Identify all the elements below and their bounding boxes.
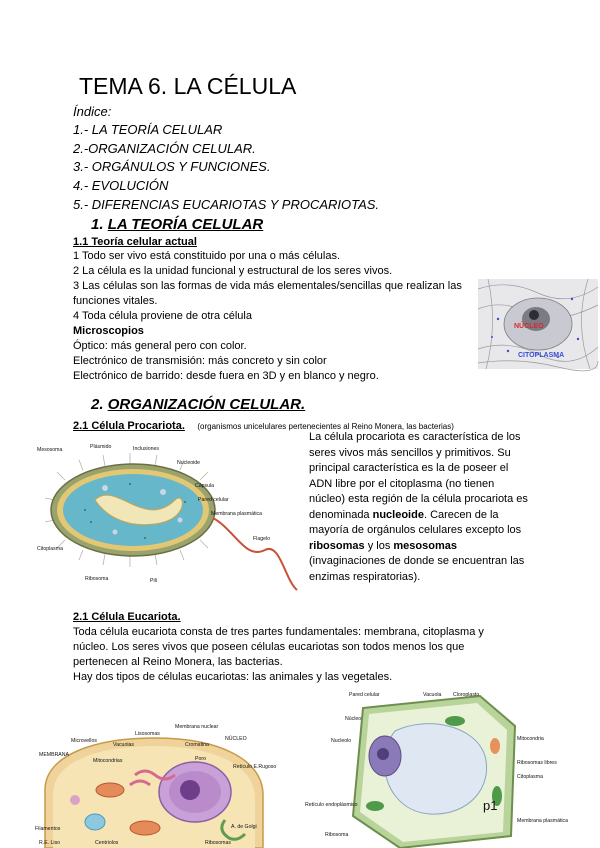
bacteria-label-ribosome: Ribosoma <box>85 576 109 582</box>
prokaryote-note: (organismos unicelulares pertenecientes al Reino Monera, las bacterias) <box>197 422 454 431</box>
eukaryote-paragraph-2: Hay dos tipos de células eucariotas: las animales y las vegetales. <box>73 671 393 683</box>
microscopes-title: Microscopios <box>73 325 144 337</box>
plant-label-free-ribosomes: Ribosomas libres <box>517 760 557 766</box>
theory-point-2: 2 La célula es la unidad funcional y estructural de los seres vivos. <box>73 265 393 277</box>
prokaryote-subheading: 2.1 Célula Procariota. <box>73 420 185 432</box>
ribosomes-term: ribosomas <box>309 539 365 552</box>
eukaryote-paragraph-1: Toda célula eucariota consta de tres partes fundamentales: membrana, citoplasma y núcleo. Los seres vivos que poseen células eucariotas son todos menos los que pertenecen al Reino Monera, las bacterias. <box>73 626 484 668</box>
animal-label-lysosomes: Lisosomas <box>135 731 160 737</box>
microscope-transmission: Electrónico de transmisión: más concreto y sin color <box>73 355 327 367</box>
animal-label-vacuoles: Vacuolas <box>113 742 134 748</box>
index-item-5: 5.- DIFERENCIAS EUCARIOTAS Y PROCARIOTAS. <box>73 197 380 212</box>
nucleoid-term: nucleoide <box>372 508 424 521</box>
index-item-4: 4.- EVOLUCIÓN <box>73 178 169 193</box>
animal-label-centrioles: Centriolos <box>95 840 119 846</box>
animal-label-ribosomes: Ribosomas <box>205 840 231 846</box>
prokaryote-text-1: La célula procariota es característica de los seres vivos más sencillos y primitivos. Su principal característica es la de poseer el ADN libre por el citoplasma (no tienen núcleo) esta región de la célula procariota es denominada <box>309 431 528 521</box>
theory-point-4: 4 Toda célula proviene de otra célula <box>73 310 252 322</box>
index-label: Índice: <box>73 104 112 119</box>
plant-label-cytoplasm: Citoplasma <box>517 774 543 780</box>
section1-number: 1. <box>91 216 104 233</box>
plant-label-vacuole: Vacuola <box>423 692 442 698</box>
section1-subheading: 1.1 Teoría celular actual <box>73 236 197 248</box>
plant-label-p1: p1 <box>483 798 498 813</box>
animal-label-filaments: Filamentos <box>35 826 61 832</box>
theory-point-3: 3 Las células son las formas de vida más elementales/sencillas que realizan las funciones vitales. <box>73 280 462 307</box>
plant-label-ribosome: Ribosoma <box>325 832 349 838</box>
bacteria-label-cell-wall: Pared celular <box>198 497 229 503</box>
plant-label-cell-wall: Pared celular <box>349 692 380 698</box>
animal-label-nucleus: NÚCLEO <box>225 736 247 742</box>
animal-label-membrane: MEMBRANA <box>39 752 69 758</box>
microscope-optical: Óptico: más general pero con color. <box>73 340 247 352</box>
index-item-3: 3.- ORGÁNULOS Y FUNCIONES. <box>73 159 271 174</box>
plant-label-mitochondrion: Mitocondria <box>517 736 544 742</box>
eukaryote-subheading: 2.1 Célula Eucariota. <box>73 611 181 623</box>
plant-label-chloroplast: Cloroplasto <box>453 692 480 698</box>
bacteria-label-nucleoid: Nucleoide <box>177 460 201 466</box>
micrograph-label-cytoplasm: CITOPLASMA <box>518 352 565 359</box>
bacteria-label-flagellum: Flagelo <box>253 536 271 542</box>
bacteria-label-inclusions: Inclusiones <box>133 446 159 452</box>
bacteria-label-mesosome: Mesosoma <box>37 447 63 453</box>
bacteria-label-pili: Pili <box>150 578 157 584</box>
bacteria-label-capsule: Cápsula <box>195 483 215 489</box>
prokaryote-text-4: (invaginaciones de donde se encuentran las enzimas respiratorias). <box>309 555 525 583</box>
animal-label-smooth-er: R.E. Liso <box>39 840 61 846</box>
prokaryote-text-3: y los <box>364 539 394 552</box>
section1-body <box>73 249 471 384</box>
section1-heading <box>91 216 263 233</box>
eukaryote-body <box>73 625 503 685</box>
animal-label-microvilli: Microvellos <box>71 738 97 744</box>
plant-label-plasma-membrane: Membrana plasmática <box>517 818 569 824</box>
animal-label-mitochondria: Mitocondrias <box>93 758 123 764</box>
prokaryote-diagram <box>35 440 297 598</box>
section2-heading <box>91 396 305 413</box>
plant-label-er: Retículo endoplásmico <box>305 802 358 808</box>
index-item-1: 1.- LA TEORÍA CELULAR <box>73 122 223 137</box>
bacteria-label-plasmid: Plásmido <box>90 444 112 450</box>
section2-number: 2. <box>91 396 104 413</box>
animal-cell-diagram <box>35 720 277 848</box>
mesosomes-term: mesosomas <box>393 539 457 552</box>
micrograph-label-nucleus: NÚCLEO <box>514 323 544 330</box>
page-title: TEMA 6. LA CÉLULA <box>79 73 297 99</box>
cell-micrograph <box>478 279 598 369</box>
section1-title: LA TEORÍA CELULAR <box>107 216 264 233</box>
bacteria-label-cytoplasm: Citoplasma <box>37 546 63 552</box>
section2-title: ORGANIZACIÓN CELULAR. <box>107 396 306 413</box>
microscope-scanning: Electrónico de barrido: desde fuera en 3D y en blanco y negro. <box>73 370 379 382</box>
plant-label-nucleolus: Nucleolo <box>331 738 352 744</box>
bacteria-label-plasma-membrane: Membrana plasmática <box>211 511 263 517</box>
animal-label-rough-er: Retículo E.Rugoso <box>233 764 277 770</box>
animal-label-chromatin: Cromatina <box>185 742 209 748</box>
animal-label-pore: Poro <box>195 756 206 762</box>
prokaryote-text-2: . Carecen de la mayoría de orgánulos celulares excepto los <box>309 508 522 536</box>
animal-label-golgi: A. de Golgi <box>231 824 257 830</box>
plant-cell-diagram <box>305 686 569 848</box>
prokaryote-description <box>309 430 529 585</box>
theory-point-1: 1 Todo ser vivo está constituido por una o más células. <box>73 250 341 262</box>
index-item-2: 2.-ORGANIZACIÓN CELULAR. <box>73 141 256 156</box>
plant-label-nucleus: Núcleo <box>345 716 362 722</box>
animal-label-nuclear-membrane: Membrana nuclear <box>175 724 219 730</box>
